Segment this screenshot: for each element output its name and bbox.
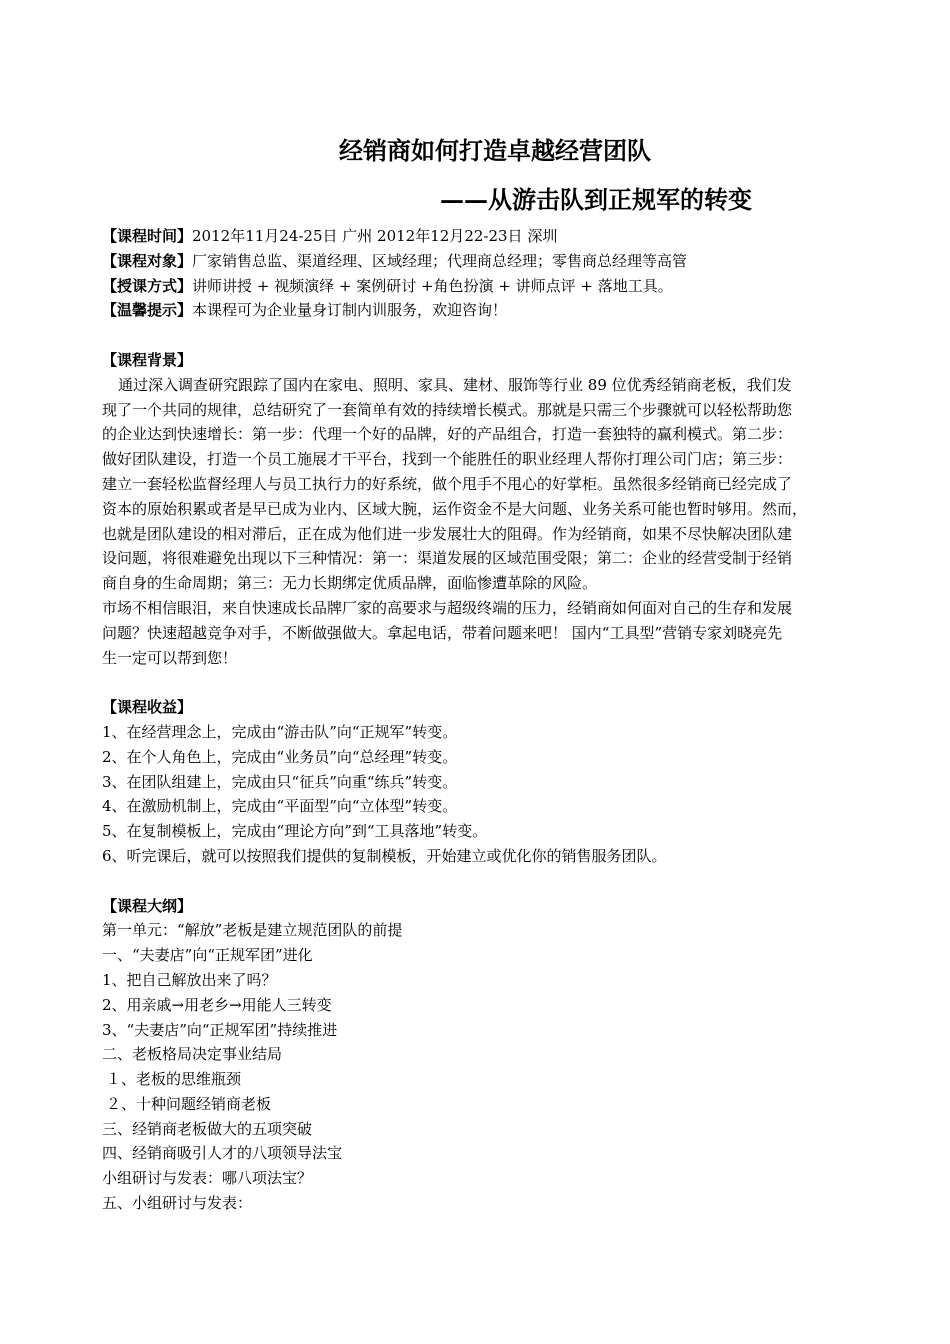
list-item: 四、经销商吸引人才的八项领导法宝 [102, 1144, 343, 1163]
background-heading: 【课程背景】 [102, 350, 193, 369]
list-item: 三、经销商老板做大的五项突破 [102, 1119, 313, 1138]
paragraph-line: 资本的原始积累或者是早已成为业内、区域大腕，运作资金不是大问题、业务关系可能也暂时够用。然而， [102, 499, 808, 518]
list-item: 一、“夫妻店”向“正规军团”进化 [102, 946, 313, 965]
list-item: 4、在激励机制上，完成由“平面型”向“立体型”转变。 [102, 797, 458, 816]
benefits-heading: 【课程收益】 [102, 698, 193, 717]
outline-heading: 【课程大纲】 [102, 896, 193, 915]
paragraph-line: 商自身的生命周期；第三：无力长期绑定优质品牌，面临惨遭革除的风险。 [102, 574, 598, 593]
list-item: １、老板的思维瓶颈 [106, 1070, 242, 1089]
document-subtitle: ——从游击队到正规军的转变 [440, 185, 752, 214]
paragraph-line: 也就是团队建设的相对滞后，正在成为他们进一步发展壮大的阻碍。作为经销商，如果不尽快解决团队建 [102, 524, 793, 543]
list-item: 3、在团队组建上，完成由只“征兵”向重“练兵”转变。 [102, 772, 458, 791]
list-item: 1、在经营理念上，完成由“游击队”向“正规军”转变。 [102, 722, 458, 741]
background-paragraph-1 [102, 373, 886, 596]
info-audience [102, 249, 886, 274]
list-item: 2、用亲戚→用老乡→用能人三转变 [102, 995, 332, 1014]
paragraph-line: 设问题，将很难避免出现以下三种情况：第一：渠道发展的区域范围受限；第二：企业的经营受制于经销 [102, 549, 793, 568]
list-item: 5、在复制模板上，完成由“理论方向”到“工具落地”转变。 [102, 822, 488, 841]
paragraph-line: 做好团队建设，打造一个员工施展才干平台，找到一个能胜任的职业经理人帮你打理公司门店；第三步： [102, 450, 793, 469]
list-item: 第一单元：“解放”老板是建立规范团队的前提 [102, 921, 403, 940]
list-item: 五、小组研讨与发表： [102, 1194, 253, 1213]
list-item: 小组研讨与发表：哪八项法宝？ [102, 1169, 313, 1188]
info-text: 2012年11月24-25日 广州 2012年12月22-23日 深圳 [192, 227, 558, 245]
list-item: 二、老板格局决定事业结局 [102, 1045, 283, 1064]
list-item: ２、十种问题经销商老板 [106, 1094, 272, 1113]
paragraph-line: 现了一个共同的规律，总结研究了一套简单有效的持续增长模式。那就是只需三个步骤就可以轻松帮助您 [102, 400, 793, 419]
info-text: 讲师讲授 + 视频演绎 + 案例研讨 +角色扮演 + 讲师点评 + 落地工具。 [192, 276, 673, 295]
background-paragraph-2 [102, 596, 886, 670]
info-label: 【授课方式】 [102, 276, 193, 295]
paragraph-line: 的企业达到快速增长：第一步：代理一个好的品牌，好的产品组合，打造一套独特的赢利模式。第二步： [102, 425, 793, 444]
info-label: 【温馨提示】 [102, 301, 193, 320]
paragraph-line: 市场不相信眼泪，来自快速成长品牌厂家的高要求与超级终端的压力，经销商如何面对自己的生存和发展 [102, 598, 793, 617]
document-body [102, 224, 886, 1216]
list-item: 3、“夫妻店”向“正规军团”持续推进 [102, 1020, 338, 1039]
info-method [102, 274, 886, 299]
paragraph-line: 通过深入调查研究跟踪了国内在家电、照明、家具、建材、服饰等行业 89 位优秀经销商老板，我们发 [118, 375, 792, 394]
info-text: 厂家销售总监、渠道经理、区域经理；代理商总经理；零售商总经理等高管 [192, 251, 688, 270]
info-text: 本课程可为企业量身订制内训服务，欢迎咨询！ [192, 301, 508, 320]
info-time [102, 224, 886, 249]
paragraph-line: 生一定可以帮到您！ [102, 648, 238, 667]
document-title: 经销商如何打造卓越经营团队 [339, 136, 651, 165]
info-label: 【课程时间】 [102, 227, 193, 245]
list-item: 6、听完课后，就可以按照我们提供的复制模板，开始建立或优化你的销售服务团队。 [102, 846, 667, 865]
info-tip [102, 298, 886, 323]
info-label: 【课程对象】 [102, 251, 193, 270]
paragraph-line: 问题？快速超越竞争对手，不断做强做大。拿起电话，带着问题来吧！ 国内“工具型”营销专家刘晓亮先 [102, 623, 783, 642]
list-item: 1、把自己解放出来了吗？ [102, 970, 277, 989]
list-item: 2、在个人角色上，完成由“业务员”向“总经理”转变。 [102, 747, 458, 766]
paragraph-line: 建立一套轻松监督经理人与员工执行力的好系统，做个甩手不甩心的好掌柜。虽然很多经销商已经完成了 [102, 474, 793, 493]
